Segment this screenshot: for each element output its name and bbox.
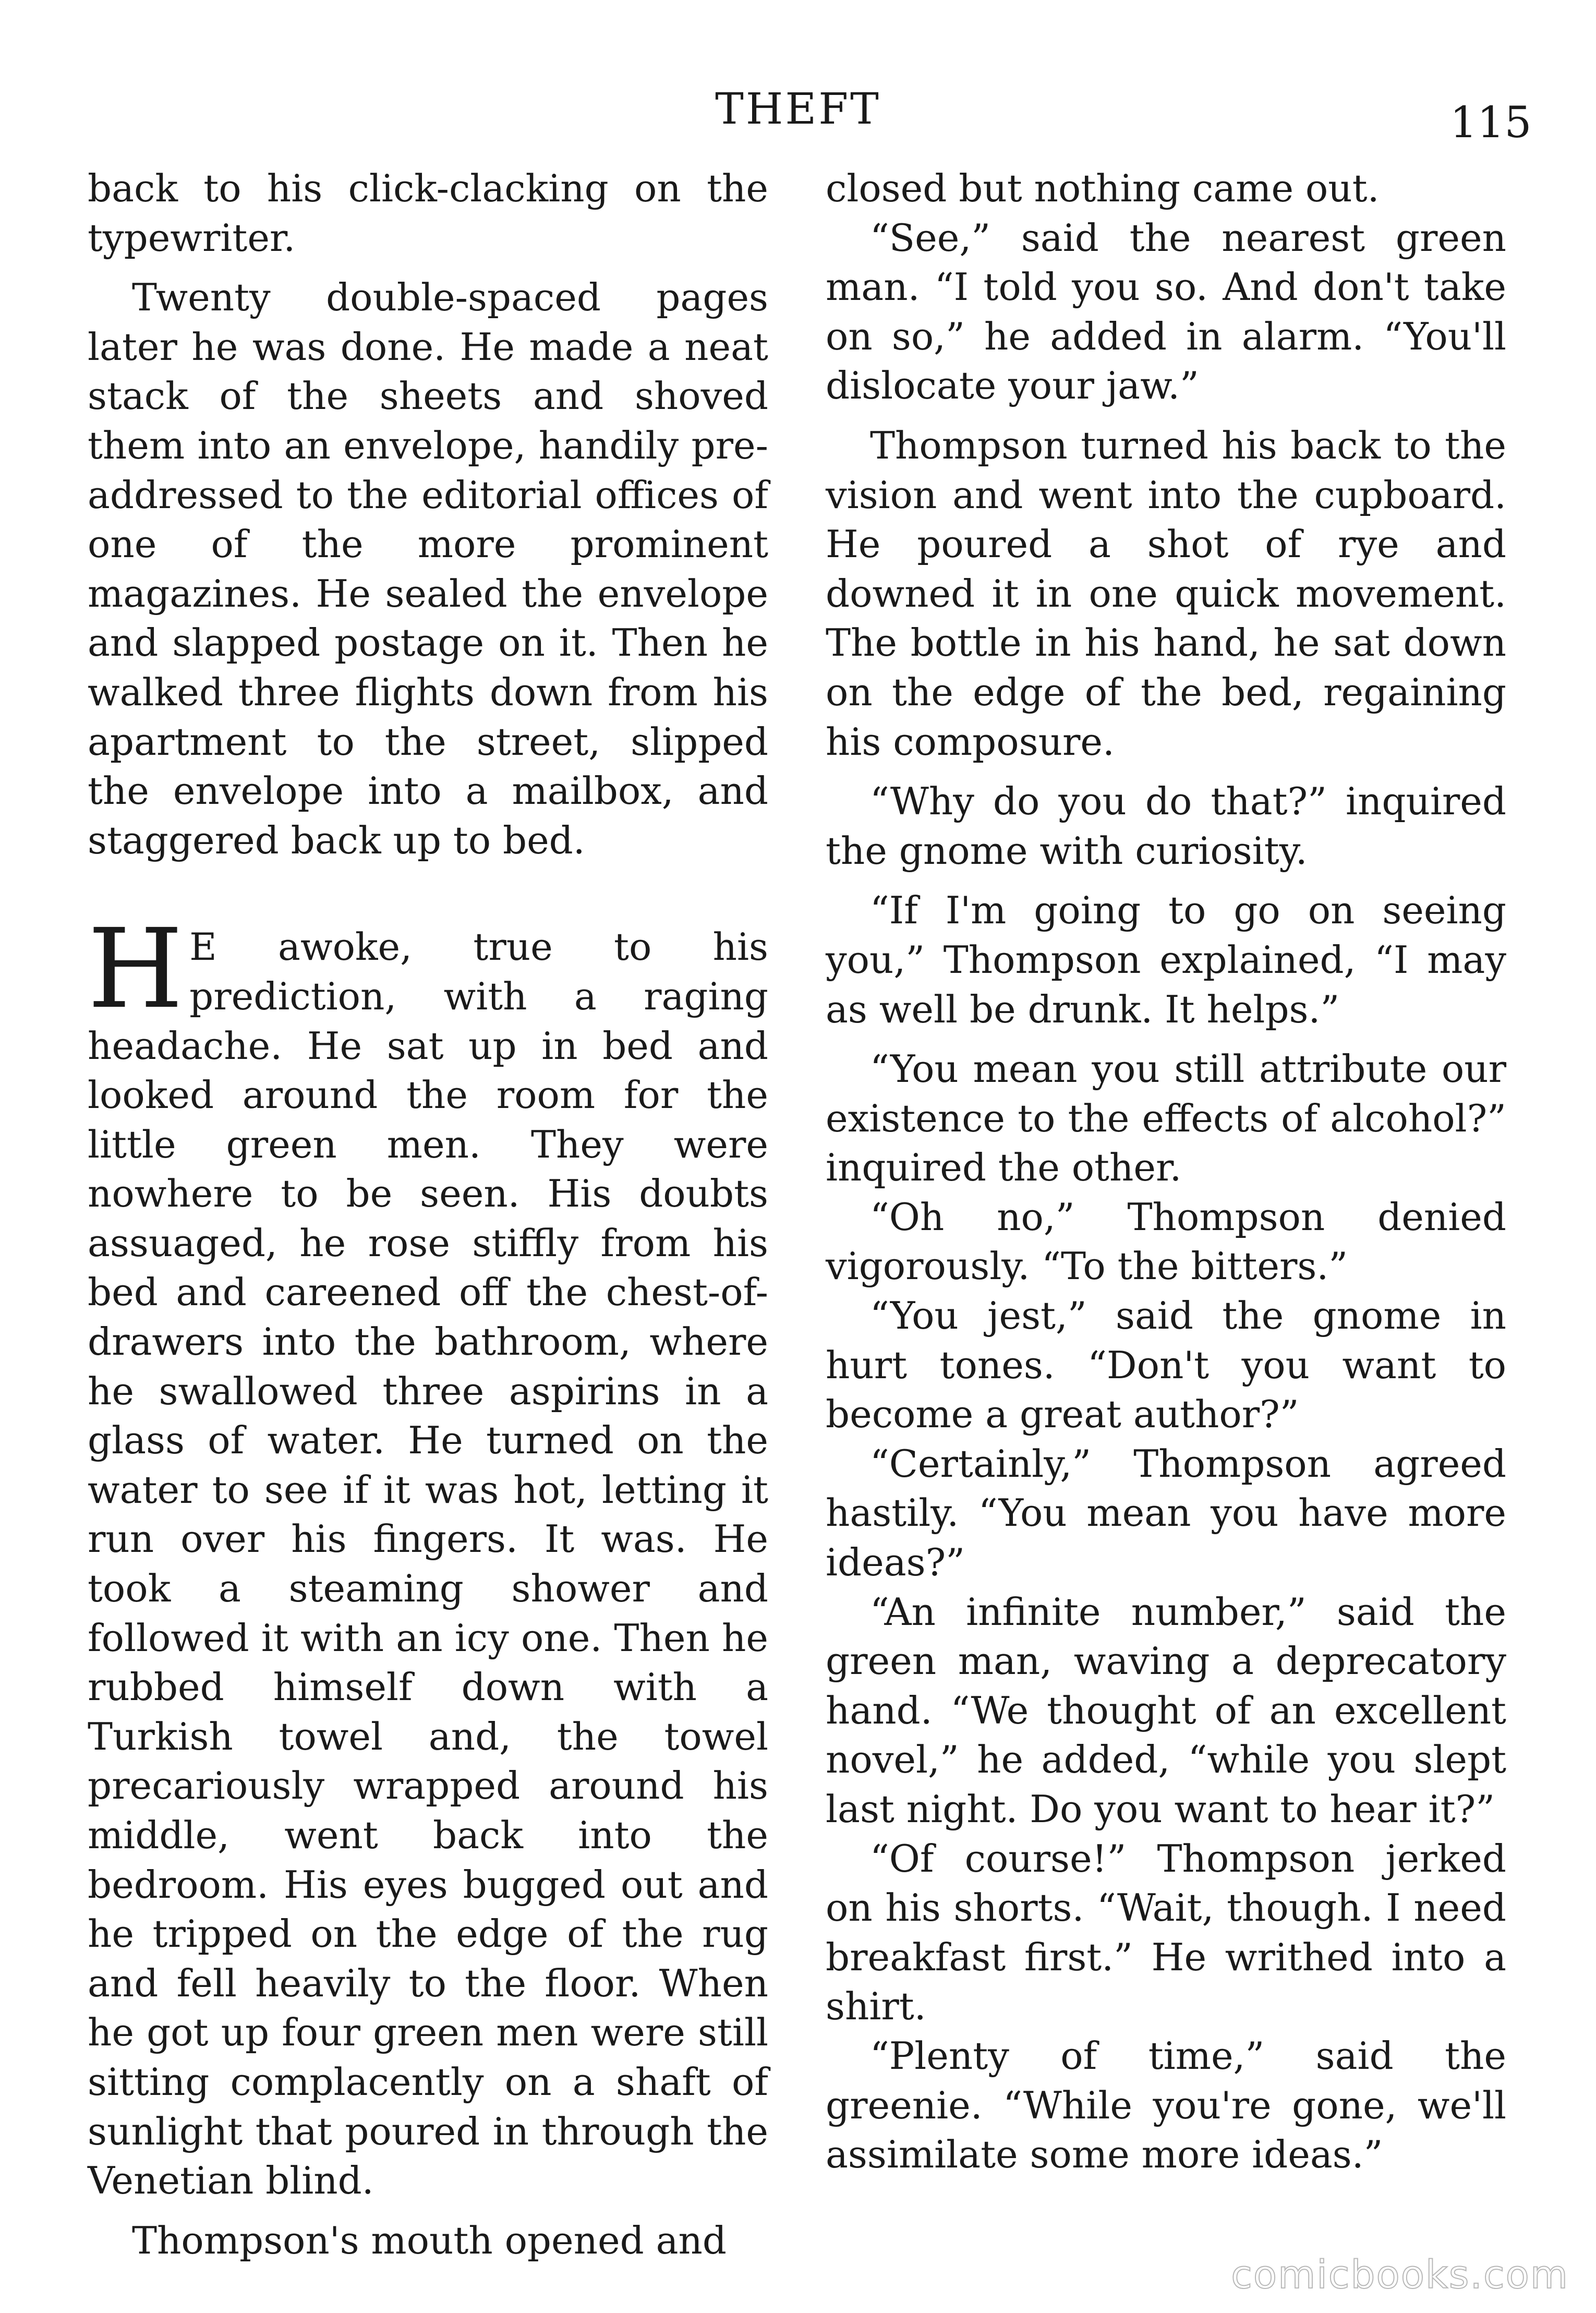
left-column [88,164,768,2265]
running-head-title: THEFT [715,85,881,134]
right-paragraph-5: “If I'm going to go on seeing you,” Thompson explained, “I may as well be drunk. It helps.” [826,888,1506,1031]
left-paragraph-1: back to his click-clacking on the typewriter. [88,166,768,260]
right-paragraph-12: “Plenty of time,” said the greenie. “While you're gone, we'll assimilate some more ideas.” [826,2033,1506,2177]
right-paragraph-4: “Why do you do that?” inquired the gnome with curiosity. [826,779,1506,873]
right-paragraph-10: “An infinite number,” said the green man, waving a deprecatory hand. “We thought of an excellent novel,” he added, “while you slept last night. Do you want to hear it?” [826,1589,1506,1831]
right-paragraph-7: “Oh no,” Thompson denied vigorously. “To the bitters.” [826,1195,1506,1288]
right-paragraph-8: “You jest,” said the gnome in hurt tones. “Don't you want to become a great author?” [826,1294,1506,1437]
right-column [826,164,1506,2179]
left-paragraph-4: Thompson's mouth opened and [132,2218,727,2262]
left-paragraph-3-text: E awoke, true to his prediction, with a raging headache. He sat up in bed and looked around the room for the little green men. They were nowhere to be seen. His doubts assuaged, he rose stiffly from his bed and careened off the chest-of-drawers into the bathroom, where he swallowed three aspirins in a glass of water. He turned on the water to see if it was hot, letting it run over his fingers. It was. He took a steaming shower and followed it with an icy one. Then he rubbed himself down with a Turkish towel and, the towel precariously wrapped around his middle, went back into the bedroom. His eyes bugged out and he tripped on the edge of the rug and fell heavily to the floor. When he got up four green men were still sitting complacently on a shaft of sunlight that poured in through the Venetian blind. [88,925,768,2203]
right-paragraph-1: closed but nothing came out. [826,166,1380,210]
drop-cap: H [88,905,184,1033]
page-number: 115 [1450,98,1532,148]
right-paragraph-2: “See,” said the nearest green man. “I told you so. And don't take on so,” he added in alarm. “You'll dislocate your jaw.” [826,215,1506,408]
right-paragraph-6: “You mean you still attribute our existence to the effects of alcohol?” inquired the other. [826,1047,1506,1190]
right-paragraph-9: “Certainly,” Thompson agreed hastily. “You mean you have more ideas?” [826,1441,1506,1585]
right-paragraph-3: Thompson turned his back to the vision and went into the cupboard. He poured a shot of rye and downed it in one quick movement. The bottle in his hand, he sat down on the edge of the bed, regaining his composure. [826,423,1506,764]
left-paragraph-2: Twenty double-spaced pages later he was done. He made a neat stack of the sheets and shoved them into an envelope, handily pre-addressed to the editorial offices of one of the more prominent magazines. He sealed the envelope and slapped postage on it. Then he walked three flights down from his apartment to the street, slipped the envelope into a mailbox, and staggered back up to bed. [88,275,768,862]
left-paragraph-3 [88,905,768,2205]
right-paragraph-11: “Of course!” Thompson jerked on his shorts. “Wait, though. I need breakfast first.” He writhed into a shirt. [826,1836,1506,2029]
site-watermark: comicbooks.com [1231,2252,1569,2297]
